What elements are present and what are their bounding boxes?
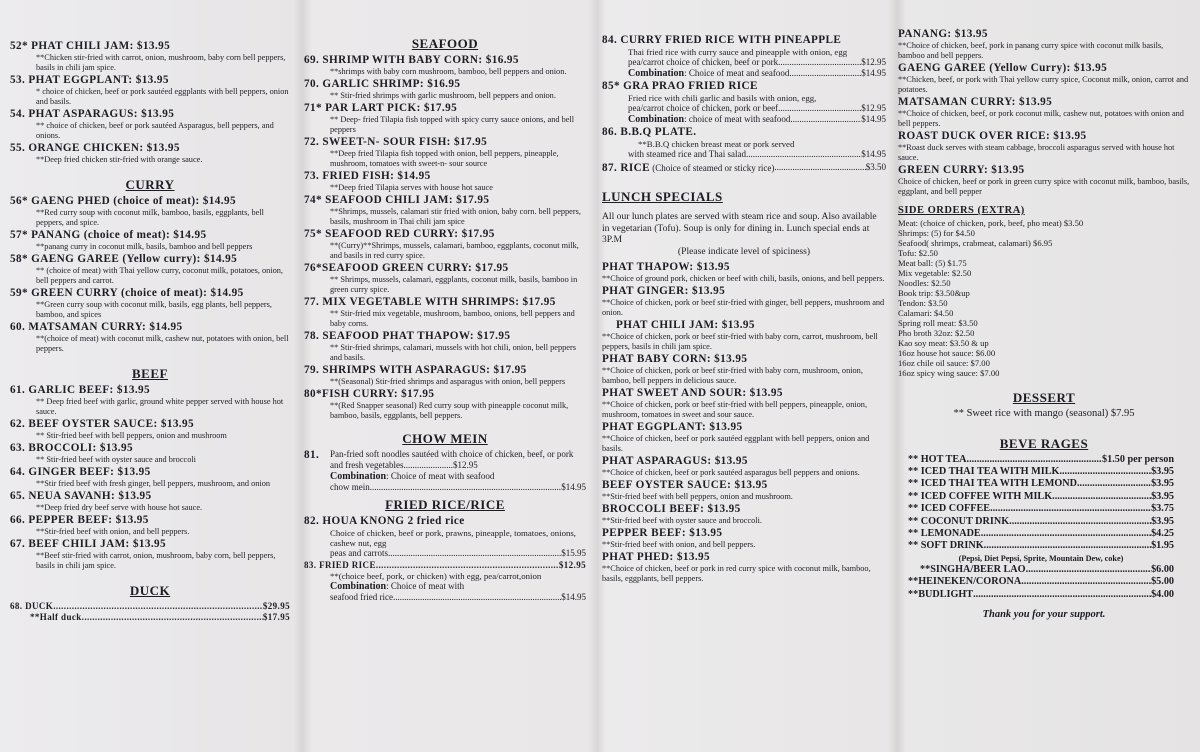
item-price: $1.95 <box>1151 540 1174 552</box>
item-desc: **Stir-fried beef with oyster sauce and broccoli. <box>602 516 762 525</box>
lunch-list <box>602 261 886 584</box>
item-desc: **Stir-fried beef with onion, and bell peppers. <box>602 540 756 549</box>
combination-label: Combination <box>628 68 685 79</box>
item-desc: Pan-fried soft noodles sautéed with choice of chicken, beef, or pork and fresh vegetables <box>330 449 574 470</box>
item-title: PEPPER BEEF: $13.95 <box>602 527 723 539</box>
side-order-item: Shrimps: (5) for $4.50 <box>898 228 975 238</box>
soft-drink-note: (Pepsi, Diet Pepsi, Sprite, Mountain Dew, coke) <box>958 553 1124 563</box>
item-desc: ** choice of chicken, beef or pork sautéed Asparagus, bell peppers, and onions. <box>36 121 274 140</box>
dot-leader <box>1026 564 1152 576</box>
item-desc: **Deep fried Tilapia fish topped with onion, bell peppers, pineapple, mushroom, tomatoes with sweet-n- sour source <box>330 149 559 168</box>
dot-leader <box>984 540 1151 552</box>
item-desc: (Choice of steamed or sticky rice) <box>652 163 775 173</box>
menu-column-2 <box>298 0 592 752</box>
dot-leader <box>393 592 561 603</box>
section-heading-fried-rice: FRIED RICE/RICE <box>385 497 505 512</box>
item-desc: ** Stir-fried beef with bell peppers, onion and mushroom <box>36 431 227 440</box>
item-title: 85* GRA PRAO FRIED RICE <box>602 80 758 92</box>
menu-item <box>10 253 290 286</box>
item-title: 57* PANANG (choice of meat): $14.95 <box>10 229 207 241</box>
menu-item <box>10 466 290 489</box>
item-desc: **panang curry in coconut milk, basils, bamboo and bell peppers <box>36 242 253 251</box>
item-title: 71* PAR LART PICK: $17.95 <box>304 102 458 114</box>
menu-item <box>304 136 586 169</box>
menu-item <box>304 102 586 135</box>
item-desc: **Stir-fried beef with onion, and bell peppers. <box>36 527 190 536</box>
combination-line <box>304 471 586 482</box>
combination-line <box>602 68 886 79</box>
item-title: 58* GAENG GAREE (Yellow curry): $14.95 <box>10 253 238 265</box>
item-desc: **Deep fried Tilapia serves with house hot sauce <box>330 183 493 192</box>
item-title: 80*FISH CURRY: $17.95 <box>304 388 435 400</box>
combination-text: : Choice of meat and seafood <box>684 68 790 78</box>
duck-line <box>10 601 290 612</box>
dot-leader <box>82 612 263 623</box>
side-order-item: Tofu: $2.50 <box>898 248 938 258</box>
item-label: ** LEMONADE <box>908 527 981 539</box>
dot-leader <box>370 482 562 493</box>
item-title: PHAT ASPARAGUS: $13.95 <box>602 455 748 467</box>
menu-item <box>602 319 886 352</box>
duck-list <box>10 601 290 623</box>
menu-item <box>10 74 290 107</box>
item-title: 84. CURRY FRIED RICE WITH PINEAPPLE <box>602 34 842 46</box>
beverage-item <box>908 576 1174 588</box>
item-title: 55. ORANGE CHICKEN: $13.95 <box>10 142 180 154</box>
combination-price-line <box>304 482 586 493</box>
item-desc: **Green curry soup with coconut milk, basils, egg plants, bell peppers, bamboo, and spices <box>36 300 272 319</box>
beverage-item <box>908 454 1174 466</box>
item-number: 81. <box>304 449 320 461</box>
menu-item <box>10 142 290 165</box>
item-price: $12.95 <box>452 460 478 470</box>
item-title: 66. PEPPER BEEF: $13.95 <box>10 514 149 526</box>
item-desc: **Stir-fried beef with bell peppers, onion and mushroom. <box>602 492 793 501</box>
combination-label: Combination <box>330 581 387 592</box>
item-title: PHAT SWEET AND SOUR: $13.95 <box>602 387 783 399</box>
item-desc: **Choice of chicken, pork or beef stir-fried with baby corn, carrot, mushroom, bell peppers, basils in chili jam spice. <box>602 332 878 351</box>
dot-leader <box>1021 576 1151 588</box>
item-desc: ** Stir-fried beef with oyster sauce and broccoli <box>36 455 196 464</box>
menu-item <box>602 503 886 526</box>
menu-item <box>10 40 290 73</box>
rice-item <box>602 162 886 175</box>
dot-leader <box>967 454 1103 466</box>
beverage-item <box>908 491 1174 503</box>
section-heading-chow-mein: CHOW MEIN <box>402 431 488 446</box>
menu-item <box>602 285 886 318</box>
chow-mein-desc: Pan-fried soft noodles sautéed with choice of chicken, beef, or pork and fresh vegetables......................$12.95 <box>330 449 574 470</box>
menu-item <box>10 108 290 141</box>
dot-leader <box>746 149 861 160</box>
thank-you-note: Thank you for your support. <box>982 608 1106 620</box>
menu-item <box>304 388 586 421</box>
side-order-item: Seafood( shrimps, crabmeat, calamari) $6.95 <box>898 238 1053 248</box>
item-title: 69. SHRIMP WITH BABY CORN: $16.95 <box>304 54 519 66</box>
item-price: $5.00 <box>1151 576 1174 588</box>
beverage-item <box>908 540 1174 552</box>
item-desc: **Stir fried beef with fresh ginger, bell peppers, mushroom, and onion <box>36 479 271 488</box>
section-heading-lunch-specials: LUNCH SPECIALS <box>602 189 723 204</box>
menu-item <box>10 229 290 252</box>
item-price: $4.25 <box>1151 527 1174 539</box>
dot-leader <box>1052 491 1151 503</box>
side-order-item: Spring roll meat: $3.50 <box>898 318 978 328</box>
beverage-item <box>908 589 1174 601</box>
fried-rice-title-line <box>304 560 586 571</box>
item-title: 65. NEUA SAVANH: $13.95 <box>10 490 152 502</box>
item-desc: **(Curry)**Shrimps, mussels, calamari, bamboo, eggplants, coconut milk, and basils in red curry spice. <box>330 241 579 260</box>
menu-item <box>602 455 886 478</box>
item-title: 78. SEAFOOD PHAT THAPOW: $17.95 <box>304 330 511 342</box>
menu-item <box>898 130 1190 163</box>
menu-item <box>602 421 886 454</box>
stir-fry-list <box>10 40 290 165</box>
item-price-line <box>602 149 886 160</box>
dessert-item: ** Sweet rice with mango (seasonal) $7.95 <box>953 408 1135 419</box>
beef-list <box>10 384 290 571</box>
item-label: ** ICED THAI TEA WITH LEMOND <box>908 478 1077 490</box>
menu-item <box>304 262 586 295</box>
menu-item <box>10 538 290 571</box>
beverage-item <box>908 503 1174 515</box>
section-heading-dessert: DESSERT <box>1012 390 1076 405</box>
item-price: $17.95 <box>262 612 290 622</box>
houa-knong-item <box>304 515 586 559</box>
side-order-item: 16oz chile oil sauce: $7.00 <box>898 358 990 368</box>
lunch-intro: All our lunch plates are served with steam rice and soup. Also available in vegetarian (Tofu). Soup is only for dining in. Lunch special ends at 3P.M <box>602 211 877 245</box>
menu-item <box>10 514 290 537</box>
item-title: GAENG GAREE (Yellow Curry): $13.95 <box>898 62 1108 74</box>
item-price: $3.95 <box>1151 515 1174 527</box>
item-price: $14.95 <box>861 149 886 159</box>
section-heading-beverages: BEVE RAGES <box>999 435 1089 451</box>
menu-item <box>898 164 1190 197</box>
item-title: 74* SEAFOOD CHILI JAM: $17.95 <box>304 194 490 206</box>
dot-leader <box>388 548 561 559</box>
menu-item <box>304 194 586 227</box>
side-order-item: Pho broth 32oz: $2.50 <box>898 328 975 338</box>
combination-text: : Choice of meat with seafood <box>386 471 495 481</box>
menu-item <box>10 287 290 320</box>
item-desc: **(choice of meat) with coconut milk, cashew nut, potatoes with onion, bell peppers. <box>36 334 289 353</box>
dot-leader <box>778 103 861 114</box>
menu-item <box>304 330 586 363</box>
item-label: ** ICED THAI TEA WITH MILK <box>908 465 1060 477</box>
dot-leader <box>376 560 559 571</box>
dot-leader <box>1077 478 1151 490</box>
item-desc: ** Deep fried beef with garlic, ground white pepper served with house hot sauce. <box>36 397 284 416</box>
item-price: $4.00 <box>1151 588 1174 600</box>
item-title: 54. PHAT ASPARAGUS: $13.95 <box>10 108 175 120</box>
side-order-item: 16oz spicy wing sauce: $7.00 <box>898 368 1000 378</box>
item-price: $3.95 <box>1151 478 1174 490</box>
menu-item <box>602 551 886 584</box>
menu-item <box>602 387 886 420</box>
menu-item <box>602 527 886 550</box>
menu-item <box>10 195 290 228</box>
item-title: 59* GREEN CURRY (choice of meat): $14.95 <box>10 287 244 299</box>
menu-item <box>304 296 586 329</box>
half-duck-line <box>10 612 290 623</box>
item-title: 73. FRIED FISH: $14.95 <box>304 170 431 182</box>
item-price: $12.95 <box>558 560 586 570</box>
item-desc: **Choice of chicken, beef or pork sautéed eggplant with bell peppers, onion and basils. <box>602 434 870 453</box>
item-title: BROCCOLI BEEF: $13.95 <box>602 503 741 515</box>
curry-list <box>10 195 290 354</box>
item-title: 72. SWEET-N- SOUR FISH: $17.95 <box>304 136 488 148</box>
item-desc: **Chicken, beef, or pork with Thai yellow curry spice, Coconut milk, onion, carrot and potatoes. <box>898 75 1189 94</box>
menu-item <box>304 54 586 77</box>
item-desc: **Chicken stir-fried with carrot, onion, mushroom, baby corn bell peppers, basils in chili jam spice. <box>36 53 286 72</box>
item-title: 52* PHAT CHILI JAM: $13.95 <box>10 40 171 52</box>
combination-price: $14.95 <box>861 68 886 78</box>
item-desc: **Choice of chicken, beef, pork in panang curry spice with coconut milk basils, bamboo and bell peppers. <box>898 41 1164 60</box>
side-order-item: Noodles: $2.50 <box>898 278 951 288</box>
item-label: **BUDLIGHT <box>908 588 974 600</box>
item-title: 61. GARLIC BEEF: $13.95 <box>10 384 151 396</box>
dot-leader <box>774 162 865 175</box>
item-desc: Thai fried rice with curry sauce and pineapple with onion, egg <box>628 47 848 57</box>
beverage-item <box>908 478 1174 490</box>
item-desc: **Beef stir-fried with carrot, onion, mushroom, baby corn, bell peppers, basils in chili jam spice. <box>36 551 276 570</box>
item-price: $3.50 <box>865 162 886 172</box>
item-label: **SINGHA/BEER LAO <box>920 563 1026 575</box>
item-price: $12.95 <box>861 57 886 67</box>
menu-item <box>10 442 290 465</box>
menu-item <box>304 364 586 387</box>
item-desc: Choice of chicken, beef or pork, prawns, pineapple, tomatoes, onions, cashew nut, egg <box>330 528 576 548</box>
menu-item <box>304 78 586 101</box>
side-order-item: Mix vegetable: $2.50 <box>898 268 972 278</box>
side-order-item: Meat: (choice of chicken, pork, beef, pho meat) $3.50 <box>898 218 1084 228</box>
menu-item <box>304 228 586 261</box>
item-price: $6.00 <box>1151 563 1174 575</box>
menu-item <box>10 418 290 441</box>
item-label: **HEINEKEN/CORONA <box>908 576 1022 588</box>
item-desc: **Choice of chicken, beef or pork sautéed asparagus bell peppers and onions. <box>602 468 860 477</box>
combination-tail: seafood fried rice <box>330 592 393 602</box>
item-desc: **Choice of chicken, beef or pork in red curry spice with coconut milk, bamboo, basils, eggplants, bell peppers. <box>602 564 871 583</box>
item-title: 77. MIX VEGETABLE WITH SHRIMPS: $17.95 <box>304 296 556 308</box>
item-desc: **Choice of chicken, pork or beef stir-fried with ginger, bell peppers, mushroom and onion. <box>602 298 885 317</box>
combination-label: Combination <box>330 471 387 482</box>
item-label: ** COCONUT DRINK <box>908 515 1010 527</box>
chow-mein-row <box>304 449 586 471</box>
item-label: ** SOFT DRINK <box>908 540 984 552</box>
item-price-line <box>602 103 886 114</box>
item-label: ** ICED COFFEE <box>908 503 991 515</box>
item-label: ** ICED COFFEE WITH MILK <box>908 490 1053 502</box>
menu-column-1 <box>0 0 296 752</box>
item-desc: **Roast duck serves with steam cabbage, broccoli asparagus served with house hot sauce. <box>898 143 1175 162</box>
item-price: $3.75 <box>1151 503 1174 515</box>
dot-leader <box>789 68 861 79</box>
item-title: PHAT THAPOW: $13.95 <box>602 261 730 273</box>
item-desc: **Choice of ground pork, chicken or beef with chili, basils, onions, and bell peppers. <box>602 274 885 283</box>
beverage-item <box>908 564 1174 576</box>
item-price: $29.95 <box>262 601 290 611</box>
item-desc: ** Shrimps, mussels, calamari, eggplants, coconut milk, basils, bamboo in green curry spice. <box>330 275 578 294</box>
side-order-item: Kao soy meat: $3.50 & up <box>898 338 989 348</box>
item-price: $3.95 <box>1151 490 1174 502</box>
item-desc: ** Stir-fried shrimps, calamari, mussels with hot chili, onion, bell peppers and basils. <box>330 343 576 362</box>
item-title: 53. PHAT EGGPLANT: $13.95 <box>10 74 169 86</box>
item-price-line <box>602 57 886 68</box>
item-desc: ** Stir-fried mix vegetable, mushroom, bamboo, onions, bell peppers and baby corns. <box>330 309 575 328</box>
item-desc: ** Stir-fried shrimps with garlic mushroom, bell peppers and onion. <box>330 91 556 100</box>
item-title: 62. BEEF OYSTER SAUCE: $13.95 <box>10 418 194 430</box>
item-desc: **Choice of chicken, pork or beef stir-fried with baby corn, mushroom, onion, bamboo, bell peppers in delicious sauce. <box>602 366 863 385</box>
side-order-item: Calamari: $4.50 <box>898 308 954 318</box>
dot-leader <box>973 589 1151 601</box>
item-title: 87. RICE <box>602 162 650 174</box>
item-title: 64. GINGER BEEF: $13.95 <box>10 466 151 478</box>
seafood-list <box>304 54 586 421</box>
combination-text: : choice of meat with seafood <box>684 114 791 124</box>
item-desc: * choice of chicken, beef or pork sautéed eggplants with bell peppers, onion and basils. <box>36 87 289 106</box>
lunch-continued-list <box>898 28 1190 197</box>
dot-leader <box>990 503 1151 515</box>
item-title: PHAT CHILI JAM: $13.95 <box>616 319 755 331</box>
item-desc: Choice of chicken, beef or pork in green curry spice with coconut milk, bamboo, basils, eggplant, and bell pepper <box>898 177 1190 196</box>
item-desc: **Deep fried dry beef serve with house hot sauce. <box>36 503 203 512</box>
beverage-item <box>908 528 1174 540</box>
item-price: $1.50 per person <box>1102 453 1174 465</box>
menu-item <box>602 261 886 284</box>
pineapple-fried-rice-item <box>602 34 886 79</box>
item-title: 86. B.B.Q PLATE. <box>602 126 697 138</box>
section-heading-curry: CURRY <box>125 177 175 192</box>
item-title: 76*SEAFOOD GREEN CURRY: $17.95 <box>304 262 509 274</box>
side-orders-list <box>898 218 1190 378</box>
beverage-item <box>908 516 1174 528</box>
side-order-item: Book trip: $3.50&up <box>898 288 970 298</box>
item-price: $12.95 <box>861 103 886 113</box>
menu-item <box>602 479 886 502</box>
bbq-plate-item <box>602 126 886 160</box>
section-heading-beef: BEEF <box>132 366 168 381</box>
item-title: 75* SEAFOOD RED CURRY: $17.95 <box>304 228 495 240</box>
lunch-spice-note: (Please indicate level of spiciness) <box>677 245 811 257</box>
item-title: BEEF OYSTER SAUCE: $13.95 <box>602 479 768 491</box>
item-title: 83. FRIED RICE <box>304 560 376 570</box>
combination-price: $14.95 <box>861 114 886 124</box>
item-price: $15.95 <box>561 548 586 558</box>
menu-item <box>898 62 1190 95</box>
combination-tail: chow mein <box>330 482 370 492</box>
item-desc: **(Seasonal) Stir-fried shrimps and asparagus with onion, bell peppers <box>330 377 566 386</box>
item-title: PHAT EGGPLANT: $13.95 <box>602 421 743 433</box>
combination-price: $14.95 <box>561 592 586 602</box>
item-desc: **Red curry soup with coconut milk, bamboo, basils, eggplants, bell peppers, and spice. <box>36 208 264 227</box>
side-order-item: 16oz house hot sauce: $6.00 <box>898 348 996 358</box>
item-title: MATSAMAN CURRY: $13.95 <box>898 96 1053 108</box>
combination-line <box>304 581 586 592</box>
houa-price-line <box>304 548 586 559</box>
chow-mein-body <box>330 449 586 471</box>
item-desc-tail: pea/carrot choice of chicken, pork or beef <box>628 103 779 113</box>
menu-item <box>304 170 586 193</box>
combination-price-line <box>304 592 586 603</box>
item-desc: **Deep fried chicken stir-fried with orange sauce. <box>36 155 203 164</box>
dot-leader <box>1059 466 1151 478</box>
section-heading-seafood: SEAFOOD <box>411 36 479 51</box>
item-desc: **(choice beef, pork, or chicken) with egg, pea/carrot,onion <box>330 571 542 581</box>
dot-leader <box>53 601 263 612</box>
item-desc: **Shrimps, mussels, calamari stir fried with onion, baby corn. bell peppers, basils, mushroom in Thai chili jam spice <box>330 207 581 226</box>
item-price: $3.95 <box>1151 465 1174 477</box>
item-title: 63. BROCCOLI: $13.95 <box>10 442 133 454</box>
item-title: 60. MATSAMAN CURRY: $14.95 <box>10 321 183 333</box>
beverage-list <box>898 454 1190 601</box>
item-title: 82. HOUA KNONG 2 fried rice <box>304 515 465 527</box>
menu-item <box>898 96 1190 129</box>
menu-column-3 <box>596 0 892 752</box>
menu-item <box>898 28 1190 61</box>
fried-rice-item <box>304 560 586 603</box>
item-title: PHAT PHED: $13.95 <box>602 551 711 563</box>
dot-leader <box>790 114 861 125</box>
beverage-item <box>908 466 1174 478</box>
item-desc: ** Deep- fried Tilapia fish topped with spicy curry sauce onions, and bell peppers <box>330 115 575 134</box>
item-title: PHAT BABY CORN: $13.95 <box>602 353 748 365</box>
chow-mein-item <box>304 449 586 493</box>
item-title: GREEN CURRY: $13.95 <box>898 164 1025 176</box>
item-title: PHAT GINGER: $13.95 <box>602 285 726 297</box>
item-label: ** HOT TEA <box>908 453 967 465</box>
item-desc: **shrimps with baby corn mushroom, bamboo, bell peppers and onion. <box>330 67 567 76</box>
menu-item <box>10 384 290 417</box>
dot-leader <box>1009 516 1151 528</box>
item-desc-tail: peas and carrots <box>330 548 388 558</box>
item-desc: **(Red Snapper seasonal) Red curry soup with pineapple coconut milk, bamboo, basils, eggplants, bell peppers. <box>330 401 569 420</box>
item-desc: Fried rice with chili garlic and basils with onion, egg, <box>628 93 817 103</box>
item-desc: ** (choice of meat) with Thai yellow curry, coconut milk, potatoes, onion, bell peppers and carrot. <box>36 266 283 285</box>
item-desc: **Choice of chicken, pork or beef stir-fried with bell peppers, pineapple, onion, mushroom, tomatoes in sweet and sour sauce. <box>602 400 868 419</box>
item-desc-tail: pea/carrot choice of chicken, beef or pork <box>628 57 779 67</box>
menu-column-4 <box>894 0 1200 752</box>
item-title: 79. SHRIMPS WITH ASPARAGUS: $17.95 <box>304 364 527 376</box>
item-desc: **Choice of chicken, beef, or pork coconut milk, cashew nut, potatoes with onion and bell peppers. <box>898 109 1184 128</box>
item-title: ROAST DUCK OVER RICE: $13.95 <box>898 130 1087 142</box>
menu-item <box>602 353 886 386</box>
item-title: PANANG: $13.95 <box>898 28 988 40</box>
item-desc: **B.B.Q chicken breast meat or pork served <box>638 139 795 149</box>
section-heading-side-orders: SIDE ORDERS (EXTRA) <box>898 205 1025 216</box>
combination-text: : Choice of meat with <box>386 581 465 591</box>
combination-price: $14.95 <box>561 482 586 492</box>
dot-leader <box>981 528 1151 540</box>
item-label: **Half duck <box>30 612 82 622</box>
side-order-item: Meat ball: (5) $1.75 <box>898 258 967 268</box>
side-order-item: Tendon: $3.50 <box>898 298 948 308</box>
item-title: 56* GAENG PHED (choice of meat): $14.95 <box>10 195 236 207</box>
item-title: 70. GARLIC SHRIMP: $16.95 <box>304 78 461 90</box>
menu-item <box>10 321 290 354</box>
combination-label: Combination <box>628 114 685 125</box>
item-desc-tail: with steamed rice and Thai salad <box>628 149 747 159</box>
dot-leader <box>778 57 861 68</box>
combination-line <box>602 114 886 125</box>
item-label: 68. DUCK <box>10 601 54 611</box>
section-heading-duck: DUCK <box>129 583 171 598</box>
menu-item <box>10 490 290 513</box>
item-title: 67. BEEF CHILI JAM: $13.95 <box>10 538 167 550</box>
gra-prao-item <box>602 80 886 125</box>
